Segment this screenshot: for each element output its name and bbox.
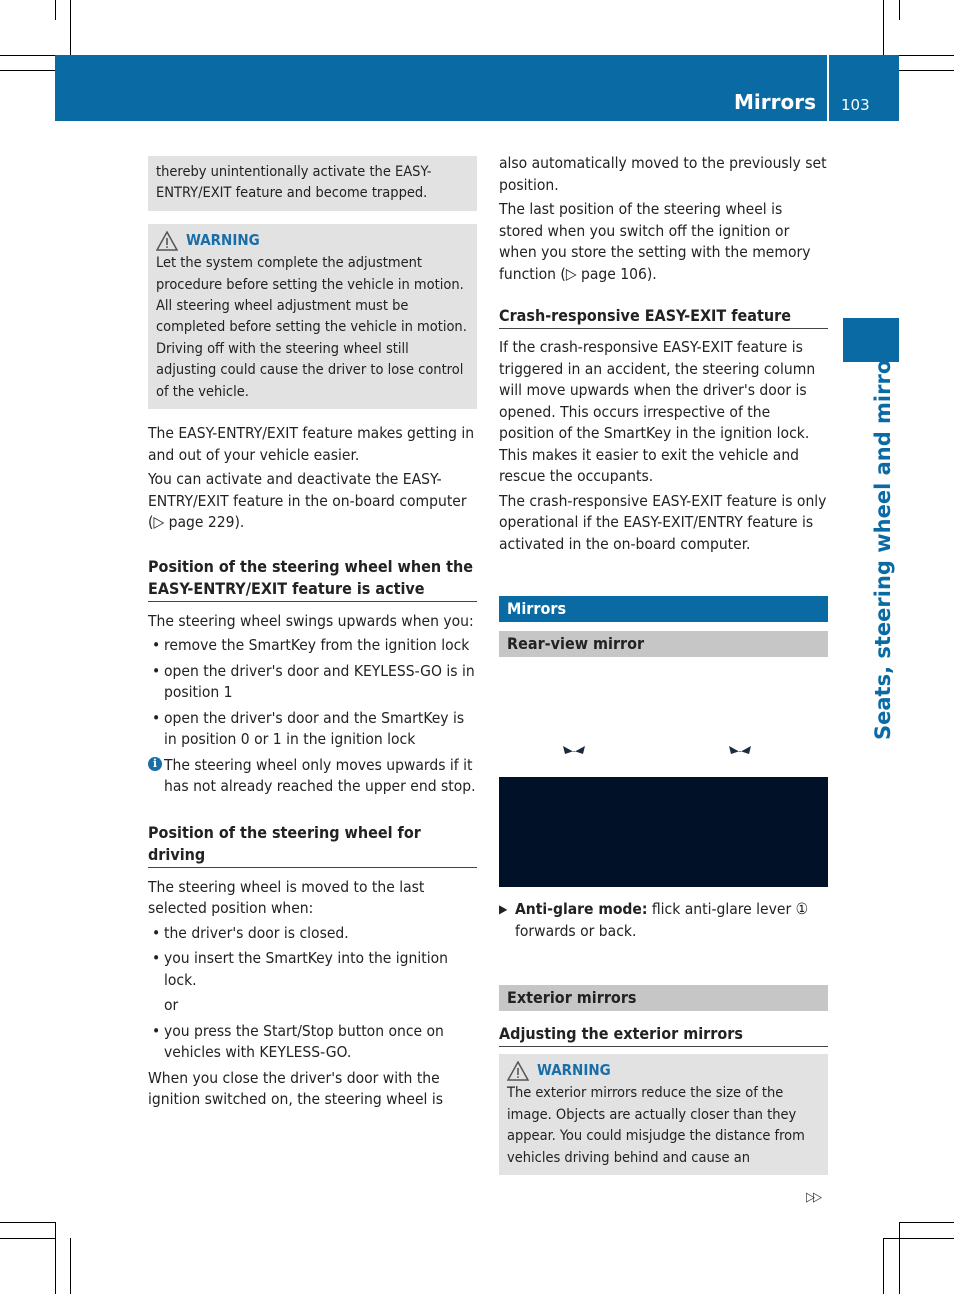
paragraph: The last position of the steering wheel is stored when you switch off the ignition or when you store the setting with the memory function (▷ page 106). xyxy=(499,200,811,283)
list-item: • remove the SmartKey from the ignition lock xyxy=(148,635,477,657)
page-number: 103 xyxy=(841,96,870,114)
bullet-list xyxy=(148,923,477,992)
warning-icon xyxy=(156,231,178,251)
warning-heading xyxy=(507,1060,820,1081)
crop-mark xyxy=(0,70,55,71)
chapter-title: Seats, steering wheel and mirrors xyxy=(871,336,895,740)
info-icon: i xyxy=(148,757,162,771)
warning-label: WARNING xyxy=(186,230,260,249)
crop-mark xyxy=(899,1222,954,1223)
paragraph: The steering wheel is moved to the last selected position when: xyxy=(148,877,425,918)
crop-mark xyxy=(0,55,55,56)
mirror-light-icon xyxy=(560,742,588,758)
step-label: Anti-glare mode: xyxy=(515,900,648,918)
subheading: Position of the steering wheel for driving xyxy=(148,822,477,868)
crop-mark xyxy=(55,0,56,20)
section-bar-mirrors: Mirrors xyxy=(499,596,828,622)
list-item: • you press the Start/Stop button once on vehicles with KEYLESS-GO. xyxy=(148,1021,477,1064)
crop-mark xyxy=(899,70,954,71)
paragraph: also automatically moved to the previously set position. xyxy=(499,154,827,194)
warning-box xyxy=(148,224,477,409)
warning-box xyxy=(499,1054,828,1175)
paragraph: The crash-responsive EASY-EXIT feature is only operational if the EASY-EXIT/ENTRY feature is activated in the on-board computer. xyxy=(499,491,827,553)
subheading: Crash-responsive EASY-EXIT feature xyxy=(499,305,828,329)
intro-box: thereby unintentionally activate the EASY-ENTRY/EXIT feature and become trapped. xyxy=(148,156,477,211)
crop-mark xyxy=(899,1222,900,1294)
crop-mark xyxy=(899,0,900,20)
crop-mark xyxy=(883,0,884,55)
right-column-lower xyxy=(499,1023,828,1175)
crop-mark xyxy=(883,1238,884,1294)
warning-text: Let the system complete the adjustment procedure before setting the vehicle in motion. All steering wheel adjustment must be completed before setting the vehicle in motion. Driving off with the steering wheel still adjusting could cause the driver to lose control of the vehicle. xyxy=(156,255,467,400)
warning-heading xyxy=(156,230,469,251)
warning-label: WARNING xyxy=(537,1061,611,1079)
mirror-light-icon xyxy=(726,742,754,758)
or-text: or xyxy=(164,996,179,1015)
paragraph: The EASY-ENTRY/EXIT feature makes getting in and out of your vehicle easier. xyxy=(148,424,475,464)
header-bar xyxy=(55,55,899,121)
info-text: The steering wheel only moves upwards if it has not already reached the upper end stop. xyxy=(164,755,476,796)
warning-icon xyxy=(507,1061,529,1081)
crop-mark xyxy=(55,1222,56,1294)
subheading: Adjusting the exterior mirrors xyxy=(499,1023,828,1047)
crop-mark xyxy=(899,55,954,56)
info-note xyxy=(148,755,477,798)
crop-mark xyxy=(70,1238,71,1294)
crop-mark xyxy=(0,1238,55,1239)
step-text: flick anti-glare lever ① forwards or back. xyxy=(515,900,809,940)
list-item: • open the driver's door and KEYLESS-GO is in position 1 xyxy=(148,661,477,704)
step-arrow-icon: ▶ xyxy=(499,902,508,916)
bullet-list xyxy=(148,635,477,751)
list-item: • you insert the SmartKey into the ignition lock. xyxy=(148,948,477,991)
paragraph: You can activate and deactivate the EASY-ENTRY/EXIT feature in the on-board computer (▷ page 229). xyxy=(148,470,467,532)
header-divider xyxy=(827,55,829,121)
section-title: Mirrors xyxy=(734,90,816,114)
rearview-mirror-image xyxy=(499,777,828,887)
list-item: • open the driver's door and the SmartKey is in position 0 or 1 in the ignition lock xyxy=(148,708,477,751)
crop-mark xyxy=(0,1222,55,1223)
subheading: Position of the steering wheel when the EASY-ENTRY/EXIT feature is active xyxy=(148,556,477,602)
right-column xyxy=(499,153,828,558)
left-column xyxy=(148,156,477,1114)
warning-text: The exterior mirrors reduce the size of the image. Objects are actually closer than they appear. You could misjudge the distance from vehicles driving behind and cause an xyxy=(507,1085,805,1166)
paragraph: If the crash-responsive EASY-EXIT feature is triggered in an accident, the steering column will move upwards when the driver's door is opened. This occurs irrespective of the position of the SmartKey in the ignition lock. This makes it easier to exit the vehicle and rescue the occupants. xyxy=(499,338,816,485)
subsection-bar-exterior: Exterior mirrors xyxy=(499,985,828,1011)
instruction-step xyxy=(499,899,828,942)
list-item: • the driver's door is closed. xyxy=(148,923,477,945)
paragraph: The steering wheel swings upwards when you: xyxy=(148,611,474,630)
subsection-bar-rearview: Rear-view mirror xyxy=(499,631,828,657)
paragraph: When you close the driver's door with the ignition switched on, the steering wheel is xyxy=(148,1068,443,1109)
crop-mark xyxy=(883,1238,954,1239)
crop-mark xyxy=(70,0,71,55)
continue-arrows: ▷▷ xyxy=(806,1190,820,1205)
bullet-list xyxy=(148,1021,477,1064)
